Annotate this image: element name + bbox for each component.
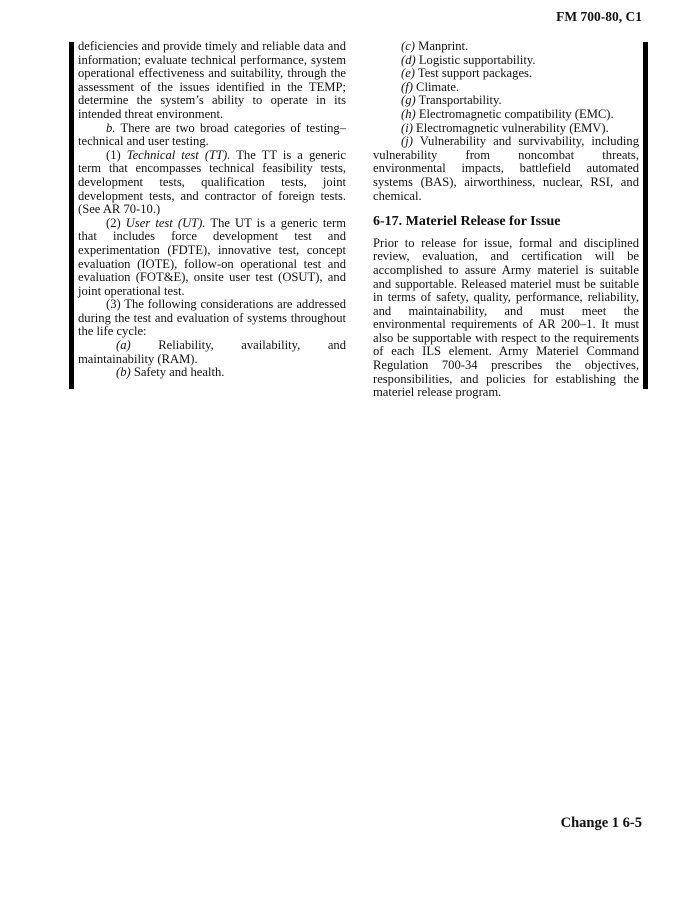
list-item-d-label: (d) (401, 52, 416, 67)
paragraph-user-test (78, 217, 346, 299)
paragraph-considerations: (3) The following considerations are addressed during the test and evaluation of systems throughout the life cycle: (78, 297, 346, 339)
technical-test-term: Technical test (TT). (126, 147, 231, 162)
list-item-c-label: (c) (401, 39, 415, 53)
list-item-i-text: Electromagnetic vulnerability (EMV). (412, 120, 609, 135)
list-item-b-label: (b) (116, 365, 131, 380)
list-item-c (373, 40, 639, 54)
list-item-a (78, 339, 346, 366)
user-test-text: The UT is a generic term that includes force development test and experimentation (FDTE), innovative test, concept evaluation (IOTE), follow-on operational test and evaluation (FOT&E), onsite user test (OSUT), and joint operational test. (78, 215, 346, 298)
user-test-term: User test (UT). (125, 215, 206, 230)
paragraph-b-label: b. (106, 120, 116, 135)
paragraph-technical-test (78, 149, 346, 217)
paragraph-b (78, 122, 346, 149)
paragraph-b-text: There are two broad categories of testing–technical and user testing. (78, 120, 346, 149)
list-item-i (373, 122, 639, 136)
section-body: Prior to release for issue, formal and disciplined review, evaluation, and certification will be accomplished to assure Army materiel is suitable and supportable. Released materiel must be suitable in terms of safety, quality, performance, reliability, and maintainability, and must meet the environmental requirements of AR 200–1. It must also be supportable with respect to the requirements of each ILS element. Army Materiel Command Regulation 700-34 prescribes the objectives, responsibilities, and policies for establishing the materiel release program. (373, 235, 639, 400)
list-item-e-label: (e) (401, 66, 415, 81)
list-item-g-label: (g) (401, 93, 416, 108)
document-id-header: FM 700-80, C1 (556, 9, 642, 24)
list-item-h (373, 108, 639, 122)
list-item-h-text: Electromagnetic compatibility (EMC). (415, 106, 614, 121)
paragraph-2-number: (2) (106, 215, 126, 230)
change-bar-left (69, 42, 74, 389)
list-item-j-text: Vulnerability and survivability, including vulnerability from noncombat threats, environmental impacts, battlefield automated systems (BAS), airworthiness, nuclear, RSI, and chemical. (373, 134, 639, 203)
list-item-d (373, 54, 639, 68)
list-item-d-text: Logistic supportability. (415, 52, 536, 67)
change-bar-right (643, 42, 648, 389)
list-item-c-text: Manprint. (414, 39, 469, 53)
left-column (78, 40, 346, 380)
list-item-e (373, 67, 639, 81)
technical-test-text: The TT is a generic term that encompasses technical feasibility tests, development tests, qualification tests, joint development tests, and contractor of foreign tests. (See AR 70-10.) (78, 147, 346, 217)
list-item-f-text: Climate. (412, 79, 460, 94)
list-item-g (373, 94, 639, 108)
right-column (373, 40, 639, 400)
list-item-h-label: (h) (401, 106, 416, 121)
list-item-a-label: (a) (116, 338, 131, 353)
list-item-i-label: (i) (401, 120, 413, 135)
list-item-f (373, 81, 639, 95)
list-item-g-text: Transportability. (415, 93, 502, 108)
paragraph-intro-continuation: deficiencies and provide timely and reliable data and information; evaluate technical performance, system operational effectiveness and suitability, through the assessment of the issues identified in the TEMP; determine the system’s ability to operate in its intended threat environment. (78, 39, 346, 121)
list-item-j (373, 135, 639, 203)
list-item-e-text: Test support packages. (414, 66, 533, 81)
list-item-b (78, 366, 346, 380)
list-item-f-label: (f) (401, 79, 413, 94)
list-item-j-label: (j) (401, 134, 413, 149)
section-heading: 6-17. Materiel Release for Issue (373, 214, 561, 230)
list-item-b-text: Safety and health. (130, 365, 225, 380)
paragraph-1-number: (1) (106, 147, 127, 162)
page-footer: Change 1 6-5 (560, 815, 642, 831)
list-item-a-text: Reliability, availability, and maintainability (RAM). (78, 338, 346, 366)
